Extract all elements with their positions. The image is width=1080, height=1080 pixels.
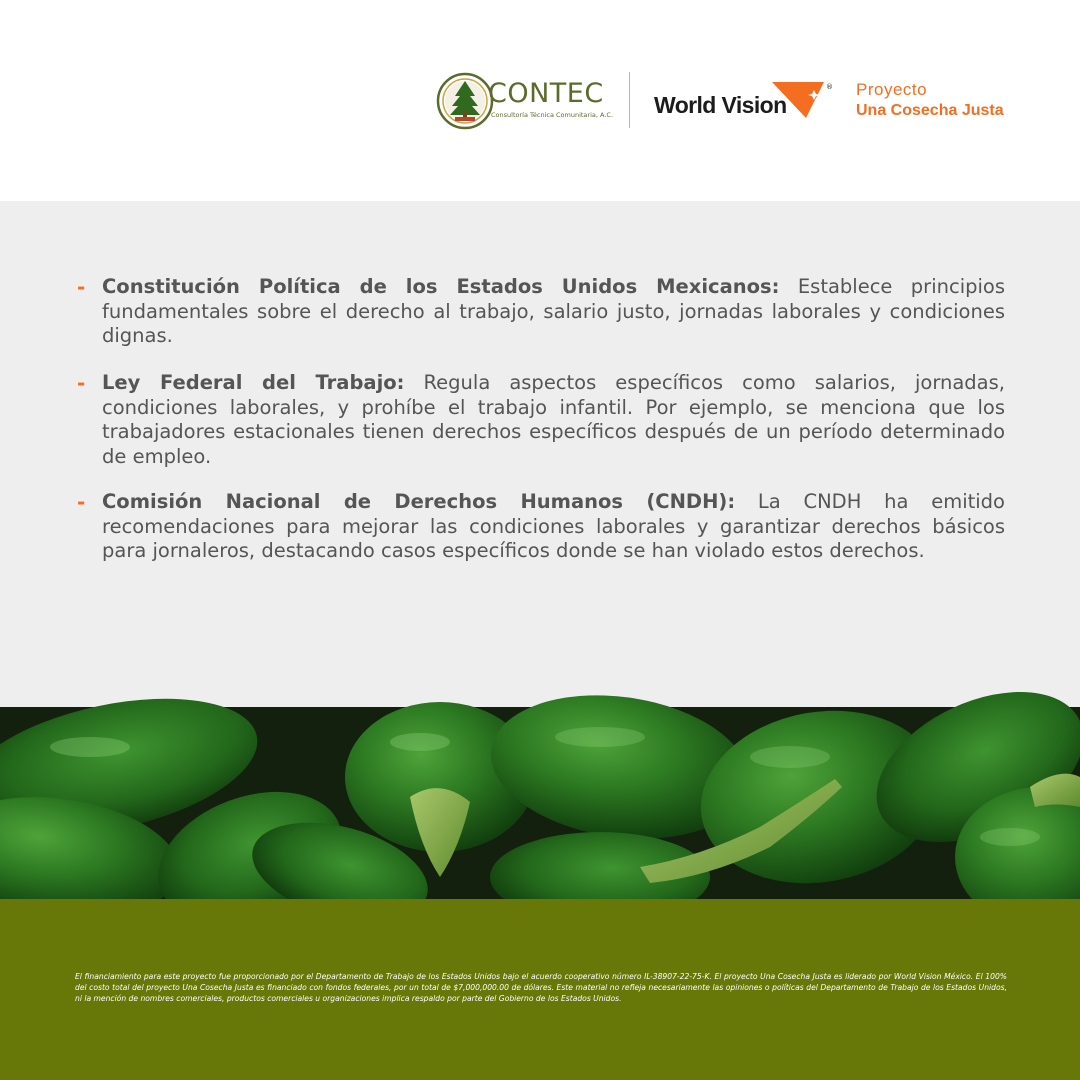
registered-mark: ® xyxy=(826,83,833,91)
contec-subtitle: Consultoría Técnica Comunitaria, A.C. xyxy=(491,111,614,119)
bullet: - xyxy=(77,371,86,395)
item-text xyxy=(102,371,1005,469)
world-vision-star-icon xyxy=(766,80,833,120)
contec-logo xyxy=(436,72,616,132)
contec-name: CONTEC xyxy=(488,78,604,109)
world-vision-name: World Vision xyxy=(654,92,787,118)
funding-disclaimer: El financiamiento para este proyecto fue proporcionado por el Departamento de Trabajo de los Estados Unidos bajo el acuerdo cooperativo número IL-38907-22-75-K. El proyecto Una Cosecha Justa es liderado por World Vision México. El 100% del costo total del proyecto Una Cosecha Justa es financiado con fondos federales, por un total de $7,000,000.00 de dólares. Este material no refleja necesariamente las opiniones o políticas del Departamento de Trabajo de los Estados Unidos, ni la mención de nombres comerciales, productos comerciales u organizaciones implica respaldo por parte del Gobierno de los Estados Unidos. xyxy=(75,972,1007,1003)
jalapeno-peppers-image xyxy=(0,707,1080,900)
project-label: Proyecto xyxy=(856,80,928,99)
project-name xyxy=(856,80,1004,120)
contec-seal-icon xyxy=(436,72,494,130)
item-body: Establece principios fundamentales sobre el derecho al trabajo, salario justo, jornadas laborales y condiciones dignas. xyxy=(102,275,1005,347)
bullet: - xyxy=(77,275,86,299)
item-body: Regula aspectos específicos como salarios, jornadas, condiciones laborales, y prohíbe el trabajo infantil. Por ejemplo, se menciona que los trabajadores estacionales tienen derechos específicos después de un período determinado de empleo. xyxy=(102,371,1005,468)
header xyxy=(0,0,1080,200)
item-title: Comisión Nacional de Derechos Humanos (CNDH): xyxy=(102,490,736,513)
item-body: La CNDH ha emitido recomendaciones para mejorar las condiciones laborales y garantizar derechos básicos para jornaleros, destacando casos específicos donde se han violado estos derechos. xyxy=(102,490,1005,562)
world-vision-logo xyxy=(652,80,837,122)
content-section xyxy=(0,201,1080,707)
item-text xyxy=(102,490,1005,564)
project-title: Una Cosecha Justa xyxy=(856,102,1004,119)
footer xyxy=(0,899,1080,1080)
item-title: Ley Federal del Trabajo: xyxy=(102,371,405,394)
item-title: Constitución Política de los Estados Unidos Mexicanos: xyxy=(102,275,780,298)
logo-divider xyxy=(629,72,630,128)
peppers-illustration xyxy=(0,707,1080,900)
bullet: - xyxy=(77,490,86,514)
item-text xyxy=(102,275,1005,349)
